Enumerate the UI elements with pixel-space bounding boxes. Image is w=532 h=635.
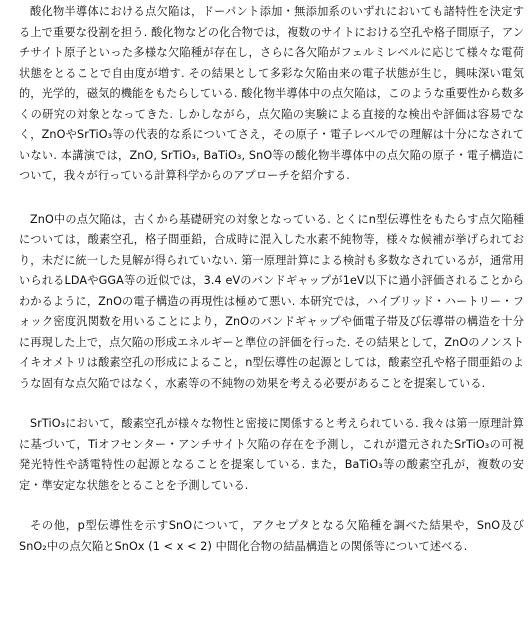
paragraph-sno: その他，p型伝導性を示すSnOについて，アクセプタとなる欠陥種を調べた結果や，SnO及びSnO₂中の点欠陥とSnOx (1 < x < 2) 中間化合物の結晶構造との関係等について述べる. xyxy=(19,519,524,553)
paragraph-zno: ZnO中の点欠陥は，古くから基礎研究の対象となっている. とくにn型伝導性をもたらす点欠陥種については，酸素空孔，格子間亜鉛，合成時に混入した水素不純物等，様々な候補が挙げられており，未だに統一した見解が得られていない. 第一原理計算による検討も多数なされているが，通常用いられるLDAやGGA等の近似では，3.4 eVのバンドギャップが1eV以下に過小評価されることからわかるように，ZnOの電子構造の再現性は極めて悪い. 本研究では，ハイブリッド・ハートリー・フォック密度汎関数を用いることにより，ZnOのバンドギャップや価電子帯及び伝導帯の構造を十分に再現した上で，点欠陥の形成エネルギーと準位の評価を行った. その結果として，ZnOのノンストイキオメトリは酸素空孔の形成によること，n型伝導性の起源としては，酸素空孔や格子間亜鉛のような固有な点欠陥ではなく，水素等の不純物の効果を考える必要があることを提案している. xyxy=(19,212,524,390)
paragraph-srtio3: SrTiO₃において，酸素空孔が様々な物性と密接に関係すると考えられている. 我々は第一原理計算に基づいて，Tiオフセンター・アンチサイト欠陥の存在を予測し，これが還元されたSrTiO₃の可視発光特性や誘電特性の起源となることを提案している. また，BaTiO₃等の酸素空孔が，複数の安定・準安定な状態をとることを予測している. xyxy=(19,417,524,492)
paragraph-introduction: 酸化物半導体における点欠陥は，ドーパント添加・無添加系のいずれにおいても諸特性を決定する上で重要な役割を担う. 酸化物などの化合物では，複数のサイトにおける空孔や格子間原子，アンチサイト原子といった多様な欠陥種が存在し，さらに各欠陥がフェルミレベルに応じて様々な電荷状態をとることで自由度が増す. その結果として多彩な欠陥由来の電子状態が生じ，興味深い電気的，光学的，磁気的機能をもたらしている. 酸化物半導体中の点欠陥は，このような重要性から数多くの研究の対象となってきた. しかしながら，点欠陥の実験による直接的な検出や評価は容易でなく，ZnOやSrTiO₃等の代表的な系についてさえ，その原子・電子レベルでの理解は十分になされていない. 本講演では，ZnO, SrTiO₃, BaTiO₃, SnO等の酸化物半導体中の点欠陥の原子・電子構造について，我々が行っている計算科学からのアプローチを紹介する. xyxy=(19,5,524,182)
